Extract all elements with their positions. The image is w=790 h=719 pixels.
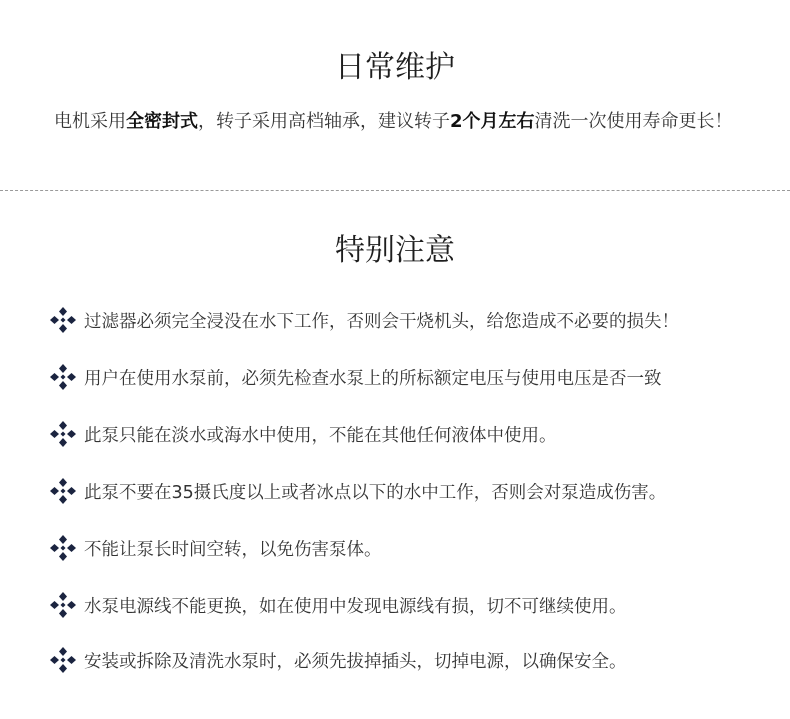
notice-text: 过滤器必须完全浸没在水下工作，否则会干烧机头，给您造成不必要的损失！ — [84, 311, 679, 332]
four-diamond-icon — [48, 476, 78, 506]
notice-text: 此泵只能在淡水或海水中使用，不能在其他任何液体中使用。 — [84, 425, 557, 446]
notice-item — [48, 533, 382, 563]
section-divider — [0, 190, 790, 191]
four-diamond-icon — [48, 533, 78, 563]
four-diamond-icon — [48, 645, 78, 675]
maintenance-text-part1: 电机采用 — [54, 111, 126, 132]
maintenance-text-part3: 清洗一次使用寿命更长！ — [534, 111, 733, 132]
notice-text: 此泵不要在35摄氏度以上或者冰点以下的水中工作，否则会对泵造成伤害。 — [84, 482, 667, 503]
maintenance-text-part2: ，转子采用高档轴承，建议转子 — [198, 111, 450, 132]
notice-text: 安装或拆除及清洗水泵时，必须先拔掉插头，切掉电源，以确保安全。 — [84, 651, 627, 672]
notice-text: 用户在使用水泵前，必须先检查水泵上的所标额定电压与使用电压是否一致 — [84, 368, 662, 389]
notice-item — [48, 476, 666, 506]
four-diamond-icon — [48, 590, 78, 620]
maintenance-description — [54, 109, 754, 135]
notice-text: 不能让泵长时间空转，以免伤害泵体。 — [84, 539, 382, 560]
maintenance-highlight-sealed: 全密封式 — [126, 111, 198, 132]
four-diamond-icon — [48, 419, 78, 449]
maintenance-title: 日常维护 — [335, 50, 455, 85]
notice-item — [48, 419, 557, 449]
maintenance-highlight-interval: 2个月左右 — [450, 111, 535, 132]
notice-item — [48, 305, 679, 335]
notice-item — [48, 645, 627, 675]
notice-text: 水泵电源线不能更换，如在使用中发现电源线有损，切不可继续使用。 — [84, 596, 627, 617]
notice-item — [48, 362, 662, 392]
notice-title: 特别注意 — [335, 233, 455, 268]
notice-item — [48, 590, 627, 620]
four-diamond-icon — [48, 362, 78, 392]
four-diamond-icon — [48, 305, 78, 335]
